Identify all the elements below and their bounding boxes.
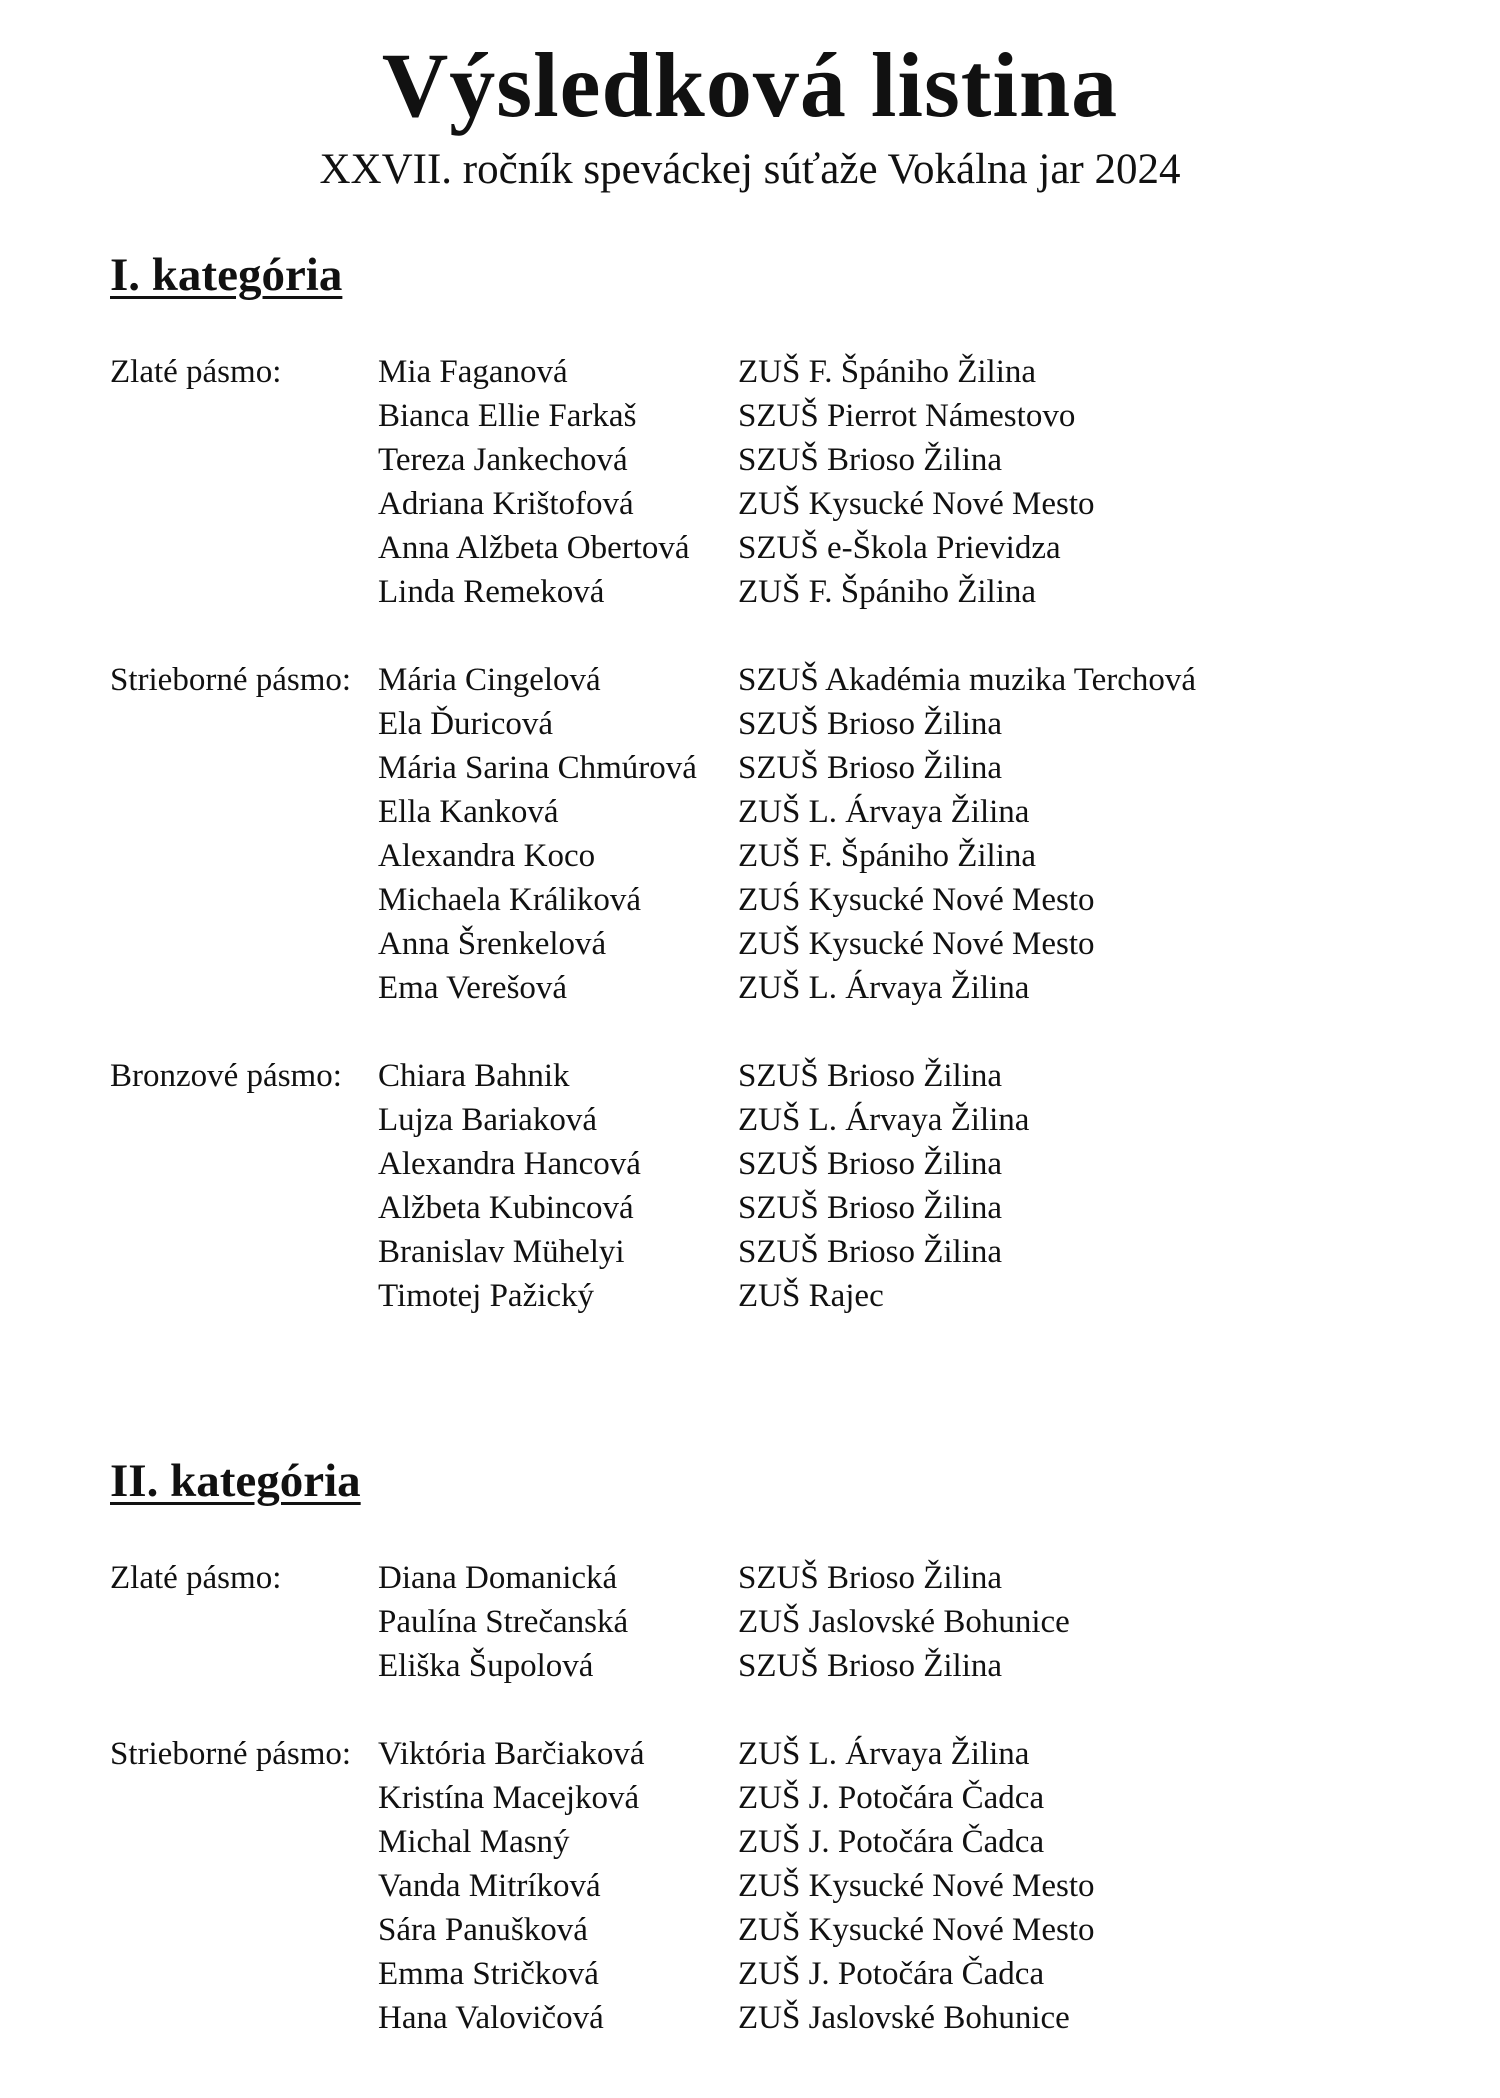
participant-name: Mária Sarina Chmúrová xyxy=(378,750,697,786)
school-name: SZUŠ Brioso Žilina xyxy=(738,442,1003,478)
category-2 xyxy=(110,1450,1410,2084)
participant-name: Anna Šrenkelová xyxy=(378,926,607,962)
result-row xyxy=(110,702,1410,746)
participant-name: Alžbeta Kubincová xyxy=(378,1190,634,1226)
school-name: ZUŠ F. Špániho Žilina xyxy=(738,574,1037,610)
result-row xyxy=(110,1732,1410,1776)
result-row xyxy=(110,482,1410,526)
participant-name: Mia Faganová xyxy=(378,354,568,390)
participant-name: Eliška Šupolová xyxy=(378,1648,594,1684)
band-label: Zlaté pásmo: xyxy=(110,354,282,390)
result-row xyxy=(110,834,1410,878)
band-label-spacer xyxy=(110,394,378,438)
school-name: SZUŠ Brioso Žilina xyxy=(738,1190,1003,1226)
participant-name: Paulína Strečanská xyxy=(378,1604,629,1640)
document-subtitle: XXVII. ročník speváckej súťaže Vokálna jar 2024 xyxy=(319,146,1181,193)
participant-name: Adriana Krištofová xyxy=(378,486,634,522)
band-label-spacer xyxy=(110,1600,378,1644)
school-name: ZUŠ J. Potočára Čadca xyxy=(738,1956,1045,1992)
band-label-spacer xyxy=(110,570,378,614)
school-name: ZUŠ Jaslovské Bohunice xyxy=(738,2000,1070,2036)
participant-name: Chiara Bahnik xyxy=(378,1058,570,1094)
participant-name: Kristína Macejková xyxy=(378,1780,640,1816)
result-row xyxy=(110,1644,1410,1688)
result-row xyxy=(110,1098,1410,1142)
school-name: ZUŠ Kysucké Nové Mesto xyxy=(738,486,1095,522)
band-label-spacer xyxy=(110,1952,378,1996)
school-name: ZUŠ L. Árvaya Žilina xyxy=(738,970,1030,1006)
result-row xyxy=(110,746,1410,790)
result-row xyxy=(110,1274,1410,1318)
band-label-spacer xyxy=(110,1908,378,1952)
band-label-spacer xyxy=(110,1996,378,2040)
result-row xyxy=(110,1054,1410,1098)
school-name: ZUŚ Kysucké Nové Mesto xyxy=(738,882,1095,918)
band-label-spacer xyxy=(110,702,378,746)
participant-name: Michaela Králiková xyxy=(378,882,641,918)
participant-name: Lujza Bariaková xyxy=(378,1102,597,1138)
result-row xyxy=(110,1230,1410,1274)
band-label-spacer xyxy=(110,526,378,570)
result-row xyxy=(110,922,1410,966)
participant-name: Diana Domanická xyxy=(378,1560,618,1596)
result-row xyxy=(110,1600,1410,1644)
result-row xyxy=(110,1996,1410,2040)
band-label-spacer xyxy=(110,482,378,526)
school-name: SZUŠ Akadémia muzika Terchová xyxy=(738,662,1197,698)
school-name: SZUŠ Brioso Žilina xyxy=(738,1146,1003,1182)
school-name: ZUŠ L. Árvaya Žilina xyxy=(738,1102,1030,1138)
school-name: ZUŠ L. Árvaya Žilina xyxy=(738,794,1030,830)
band-label-spacer xyxy=(110,878,378,922)
participant-name: Alexandra Koco xyxy=(378,838,596,874)
band-silver xyxy=(110,1732,1410,2040)
band-label: Strieborné pásmo: xyxy=(110,662,352,698)
result-row xyxy=(110,1186,1410,1230)
school-name: SZUŠ Brioso Žilina xyxy=(738,1234,1003,1270)
participant-name: Branislav Mühelyi xyxy=(378,1234,625,1270)
band-label-spacer xyxy=(110,746,378,790)
participant-name: Anna Alžbeta Obertová xyxy=(378,530,690,566)
participant-name: Mária Cingelová xyxy=(378,662,601,698)
result-row xyxy=(110,966,1410,1010)
participant-name: Ella Kanková xyxy=(378,794,559,830)
school-name: SZUŠ Pierrot Námestovo xyxy=(738,398,1076,434)
category-1 xyxy=(110,244,1410,1362)
participant-name: Alexandra Hancová xyxy=(378,1146,641,1182)
band-label-spacer xyxy=(110,1142,378,1186)
result-row xyxy=(110,1908,1410,1952)
band-label-spacer xyxy=(110,790,378,834)
band-label-spacer xyxy=(110,922,378,966)
school-name: ZUŠ F. Špániho Žilina xyxy=(738,838,1037,874)
result-row xyxy=(110,350,1410,394)
band-bronze xyxy=(110,1054,1410,1318)
result-row xyxy=(110,1776,1410,1820)
school-name: ZUŠ F. Špániho Žilina xyxy=(738,354,1037,390)
band-label-spacer xyxy=(110,834,378,878)
participant-name: Ela Ďuricová xyxy=(378,706,554,742)
participant-name: Timotej Pažický xyxy=(378,1278,595,1314)
school-name: ZUŠ Kysucké Nové Mesto xyxy=(738,1868,1095,1904)
band-label-spacer xyxy=(110,966,378,1010)
participant-name: Sára Panušková xyxy=(378,1912,588,1948)
band-label-spacer xyxy=(110,1098,378,1142)
result-row xyxy=(110,1864,1410,1908)
school-name: ZUŠ Jaslovské Bohunice xyxy=(738,1604,1070,1640)
school-name: SZUŠ Brioso Žilina xyxy=(738,1058,1003,1094)
band-gold xyxy=(110,1556,1410,1688)
band-label-spacer xyxy=(110,1230,378,1274)
result-row xyxy=(110,1556,1410,1600)
category-title: I. kategória xyxy=(110,249,343,301)
participant-name: Hana Valovičová xyxy=(378,2000,604,2036)
band-label-spacer xyxy=(110,438,378,482)
band-label-spacer xyxy=(110,1820,378,1864)
result-row xyxy=(110,658,1410,702)
result-row xyxy=(110,438,1410,482)
result-row xyxy=(110,1820,1410,1864)
band-label-spacer xyxy=(110,1864,378,1908)
participant-name: Viktória Barčiaková xyxy=(378,1736,645,1772)
band-label-spacer xyxy=(110,1644,378,1688)
band-label-spacer xyxy=(110,1274,378,1318)
participant-name: Linda Remeková xyxy=(378,574,605,610)
result-row xyxy=(110,1952,1410,1996)
participant-name: Michal Masný xyxy=(378,1824,570,1860)
result-row xyxy=(110,570,1410,614)
band-label: Strieborné pásmo: xyxy=(110,1736,352,1772)
band-label: Bronzové pásmo: xyxy=(110,1058,342,1094)
result-row xyxy=(110,878,1410,922)
school-name: SZUŠ e-Škola Prievidza xyxy=(738,530,1061,566)
school-name: ZUŠ L. Árvaya Žilina xyxy=(738,1736,1030,1772)
school-name: ZUŠ J. Potočára Čadca xyxy=(738,1780,1045,1816)
result-row xyxy=(110,1142,1410,1186)
result-row xyxy=(110,790,1410,834)
school-name: ZUŠ Rajec xyxy=(738,1278,884,1314)
participant-name: Ema Verešová xyxy=(378,970,568,1006)
result-row xyxy=(110,526,1410,570)
participant-name: Emma Stričková xyxy=(378,1956,599,1992)
school-name: ZUŠ Kysucké Nové Mesto xyxy=(738,926,1095,962)
school-name: SZUŠ Brioso Žilina xyxy=(738,1648,1003,1684)
school-name: SZUŠ Brioso Žilina xyxy=(738,750,1003,786)
band-label-spacer xyxy=(110,1776,378,1820)
result-row xyxy=(110,394,1410,438)
band-label: Zlaté pásmo: xyxy=(110,1560,282,1596)
school-name: ZUŠ J. Potočára Čadca xyxy=(738,1824,1045,1860)
participant-name: Bianca Ellie Farkaš xyxy=(378,398,637,434)
school-name: ZUŠ Kysucké Nové Mesto xyxy=(738,1912,1095,1948)
document-title: Výsledková listina xyxy=(381,34,1119,136)
band-gold xyxy=(110,350,1410,614)
participant-name: Tereza Jankechová xyxy=(378,442,628,478)
participant-name: Vanda Mitríková xyxy=(378,1868,601,1904)
school-name: SZUŠ Brioso Žilina xyxy=(738,1560,1003,1596)
band-silver xyxy=(110,658,1410,1010)
school-name: SZUŠ Brioso Žilina xyxy=(738,706,1003,742)
band-label-spacer xyxy=(110,1186,378,1230)
category-title: II. kategória xyxy=(110,1455,361,1507)
